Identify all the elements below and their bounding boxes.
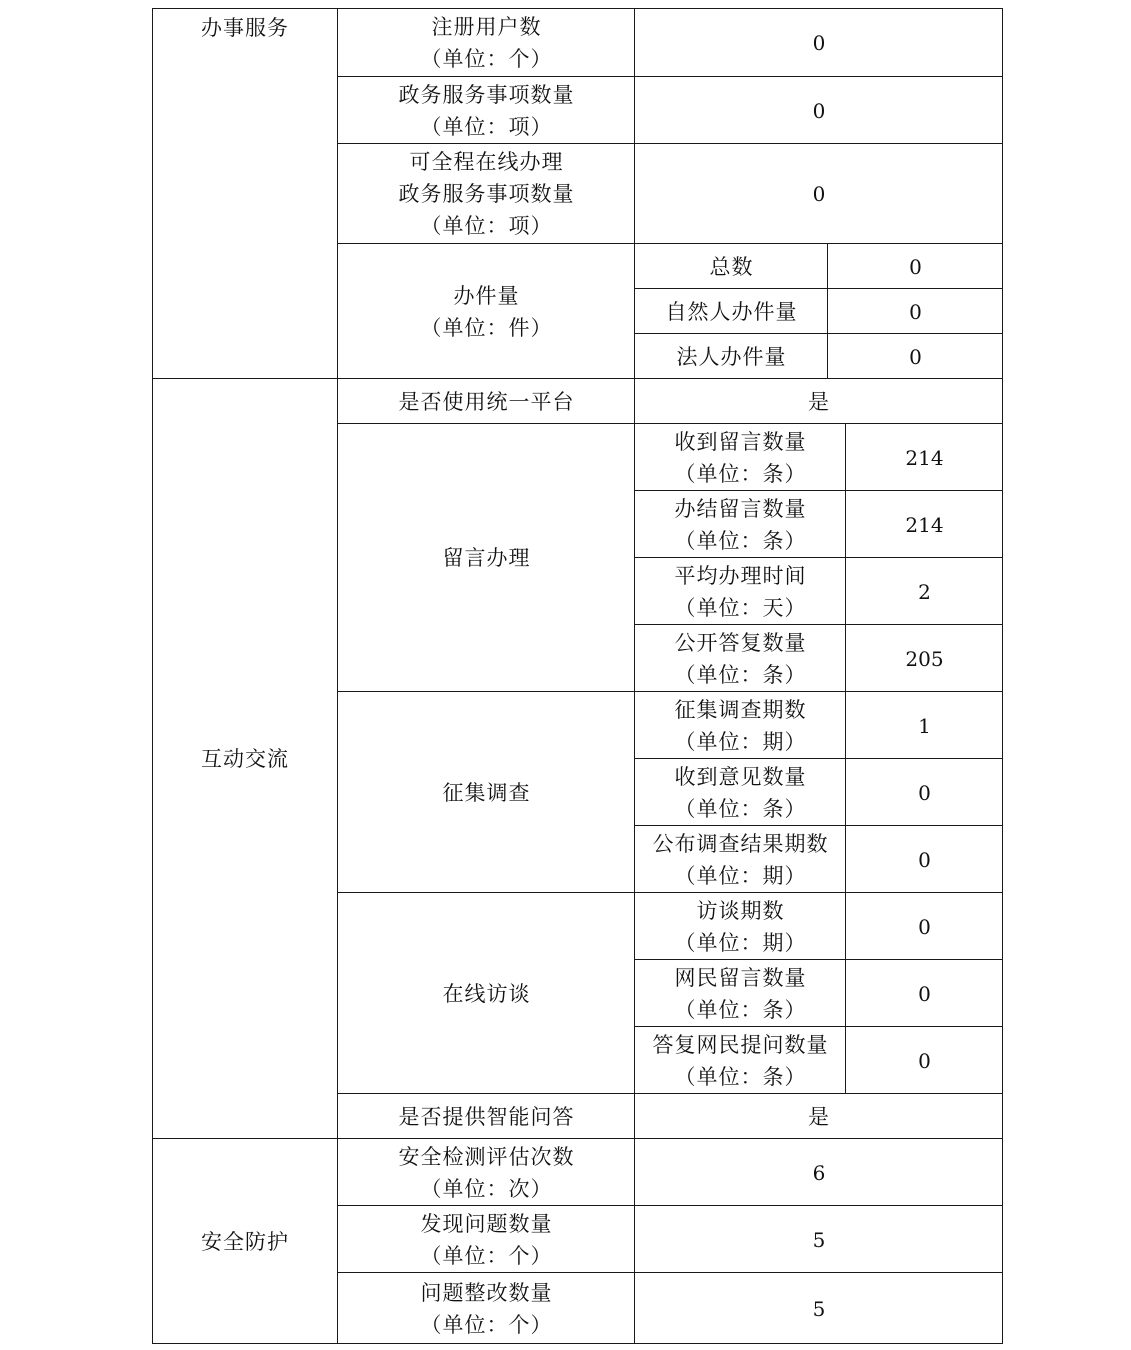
label-line: 办结留言数量 (674, 496, 807, 521)
section-title-security (152, 1139, 338, 1344)
label-line: 安全检测评估次数 (398, 1144, 575, 1169)
section-title-interaction (152, 379, 338, 1139)
cases-label (338, 244, 635, 379)
survey-periods-value: 1 (918, 713, 931, 738)
section-title-text: 办事服务 (201, 16, 289, 40)
unit-line: （单位：条） (674, 461, 807, 486)
label-line: 收到意见数量 (674, 764, 807, 789)
section-title-service (152, 8, 338, 379)
section-title-text: 互动交流 (201, 747, 289, 771)
label-line: 答复网民提问数量 (652, 1032, 829, 1057)
survey-results-label (635, 826, 846, 893)
online-items-label (338, 144, 635, 244)
security-checks-label (338, 1139, 635, 1206)
label-line: 政务服务事项数量 (398, 182, 575, 206)
unit-line: （单位：条） (674, 528, 807, 553)
messages-received-label (635, 424, 846, 491)
messages-completed-value: 214 (905, 512, 944, 537)
survey-label: 征集调查 (442, 780, 531, 805)
unit-line: （单位：项） (420, 214, 553, 238)
unit-line: （单位：项） (420, 114, 553, 139)
survey-opinions-value: 0 (918, 780, 931, 805)
unit-line: （单位：次） (420, 1176, 553, 1201)
service-items-value: 0 (812, 98, 826, 123)
issues-found-value: 5 (812, 1227, 826, 1252)
registered-users-label (338, 8, 635, 77)
cases-total-value: 0 (909, 254, 922, 279)
unit-line: （单位：条） (674, 997, 807, 1022)
answers-value: 0 (918, 1048, 931, 1073)
unit-line: （单位：个） (420, 1312, 553, 1337)
avg-time-value: 2 (918, 579, 931, 604)
unit-line: （单位：期） (674, 930, 807, 955)
unit-line: （单位：期） (674, 863, 807, 888)
unit-line: （单位：个） (420, 46, 553, 71)
unified-platform-label: 是否使用统一平台 (398, 389, 575, 414)
label-line: 注册用户数 (431, 14, 542, 39)
answers-label (635, 1027, 846, 1094)
cases-total-label: 总数 (709, 254, 754, 279)
label-line: 征集调查期数 (674, 697, 807, 722)
interview-label: 在线访谈 (442, 981, 531, 1006)
cases-natural-value: 0 (909, 299, 922, 324)
messages-completed-label (635, 491, 846, 558)
label-line: 公开答复数量 (674, 630, 807, 655)
label-line: 平均办理时间 (674, 563, 807, 588)
public-replies-value: 205 (905, 646, 944, 671)
label-line: 办件量 (453, 283, 520, 308)
cases-legal-value: 0 (909, 344, 922, 369)
label-line: 网民留言数量 (674, 965, 807, 990)
unit-line: （单位：条） (674, 662, 807, 687)
cases-natural-label: 自然人办件量 (665, 299, 798, 324)
report-table (152, 8, 1003, 1344)
avg-time-label (635, 558, 846, 625)
unit-line: （单位：天） (674, 595, 807, 620)
smart-qa-label: 是否提供智能问答 (398, 1104, 575, 1129)
netizen-messages-value: 0 (918, 981, 931, 1006)
messages-label: 留言办理 (442, 546, 531, 570)
label-line: 访谈期数 (696, 898, 785, 923)
label-line: 问题整改数量 (420, 1280, 553, 1305)
unit-line: （单位：个） (420, 1243, 553, 1268)
issues-fixed-label (338, 1273, 635, 1344)
unit-line: （单位：件） (420, 315, 553, 340)
security-checks-value: 6 (812, 1160, 826, 1185)
label-line: 政务服务事项数量 (398, 82, 575, 107)
survey-results-value: 0 (918, 847, 931, 872)
unit-line: （单位：条） (674, 796, 807, 821)
interview-periods-label (635, 893, 846, 960)
registered-users-value: 0 (812, 30, 826, 55)
smart-qa-value: 是 (808, 1104, 830, 1129)
service-items-label (338, 77, 635, 144)
issues-fixed-value: 5 (812, 1296, 826, 1321)
netizen-messages-label (635, 960, 846, 1027)
survey-opinions-label (635, 759, 846, 826)
label-line: 可全程在线办理 (409, 150, 564, 174)
cases-legal-label: 法人办件量 (676, 344, 787, 369)
interview-periods-value: 0 (918, 914, 931, 939)
online-items-value: 0 (812, 182, 826, 206)
public-replies-label (635, 625, 846, 692)
messages-received-value: 214 (905, 445, 944, 470)
label-line: 收到留言数量 (674, 429, 807, 454)
section-title-text: 安全防护 (201, 1229, 289, 1254)
survey-periods-label (635, 692, 846, 759)
unit-line: （单位：期） (674, 729, 807, 754)
label-line: 公布调查结果期数 (652, 831, 829, 856)
unit-line: （单位：条） (674, 1064, 807, 1089)
label-line: 发现问题数量 (420, 1211, 553, 1236)
issues-found-label (338, 1206, 635, 1273)
unified-platform-value: 是 (808, 389, 830, 414)
